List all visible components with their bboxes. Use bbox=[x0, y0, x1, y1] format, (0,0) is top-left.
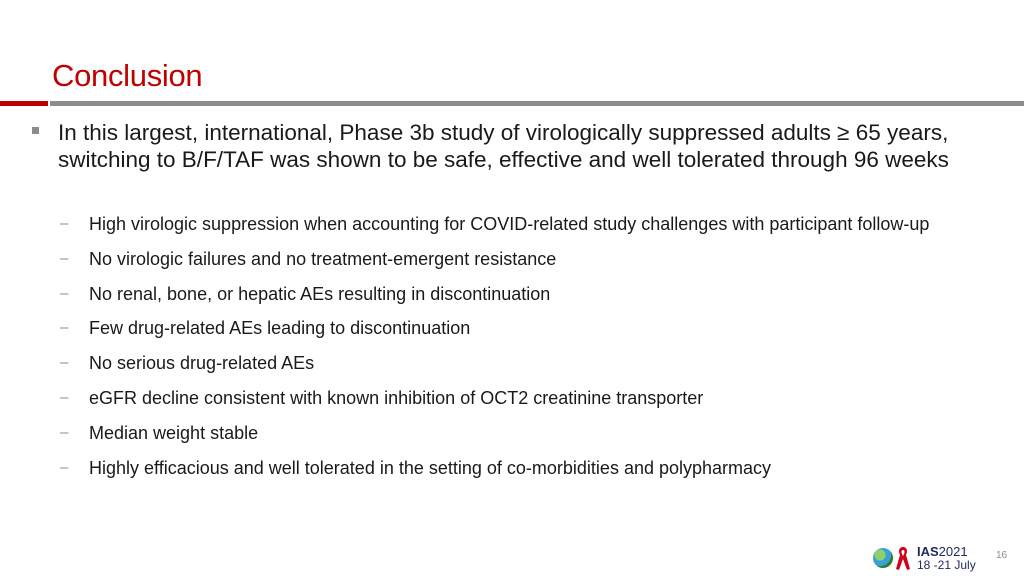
square-bullet-icon bbox=[32, 127, 39, 134]
title-rule bbox=[50, 101, 1024, 106]
dash-bullet-icon: – bbox=[60, 388, 69, 406]
sub-bullet-text: eGFR decline consistent with known inhibition of OCT2 creatinine transporter bbox=[89, 387, 704, 408]
sub-bullet-list bbox=[60, 213, 1010, 491]
ias-2021-logo bbox=[873, 545, 983, 573]
red-ribbon-icon bbox=[895, 545, 911, 571]
sub-bullet-item bbox=[60, 248, 1010, 270]
logo-name-text: IAS bbox=[917, 544, 939, 559]
dash-bullet-icon: – bbox=[60, 354, 69, 372]
sub-bullet-item bbox=[60, 283, 1010, 305]
sub-bullet-text: Few drug-related AEs leading to discontinuation bbox=[89, 318, 471, 339]
dash-bullet-icon: – bbox=[60, 284, 69, 302]
sub-bullet-item bbox=[60, 457, 1010, 479]
dash-bullet-icon: – bbox=[60, 458, 69, 476]
sub-bullet-item bbox=[60, 213, 1010, 235]
main-bullet-text: In this largest, international, Phase 3b study of virologically suppressed adults ≥ 65 years, switching to B/F/TAF was shown to be safe, effective and well tolerated through 96 weeks bbox=[58, 120, 949, 172]
title-rule-accent bbox=[0, 101, 48, 106]
dash-bullet-icon: – bbox=[60, 215, 69, 232]
sub-bullet-text: High virologic suppression when accounting for COVID-related study challenges with participant follow-up bbox=[89, 214, 930, 234]
sub-bullet-text: Highly efficacious and well tolerated in the setting of co-morbidities and polypharmacy bbox=[89, 457, 772, 478]
logo-wordmark bbox=[917, 545, 968, 559]
logo-year-text: 2021 bbox=[938, 544, 968, 559]
sub-bullet-item bbox=[60, 387, 1010, 409]
sub-bullet-item bbox=[60, 422, 1010, 444]
globe-icon bbox=[873, 548, 893, 568]
slide-title: Conclusion bbox=[52, 58, 203, 93]
sub-bullet-item bbox=[60, 317, 1010, 339]
dash-bullet-icon: – bbox=[60, 319, 69, 337]
dash-bullet-icon: – bbox=[60, 249, 69, 267]
sub-bullet-text: No renal, bone, or hepatic AEs resulting in discontinuation bbox=[89, 283, 551, 304]
page-number: 16 bbox=[996, 550, 1008, 561]
sub-bullet-text: Median weight stable bbox=[89, 422, 259, 443]
sub-bullet-text: No virologic failures and no treatment-emergent resistance bbox=[89, 248, 557, 269]
sub-bullet-item bbox=[60, 352, 1010, 374]
dash-bullet-icon: – bbox=[60, 423, 69, 441]
logo-dates-text: 18 -21 July bbox=[917, 558, 976, 572]
sub-bullet-text: No serious drug-related AEs bbox=[89, 353, 315, 374]
